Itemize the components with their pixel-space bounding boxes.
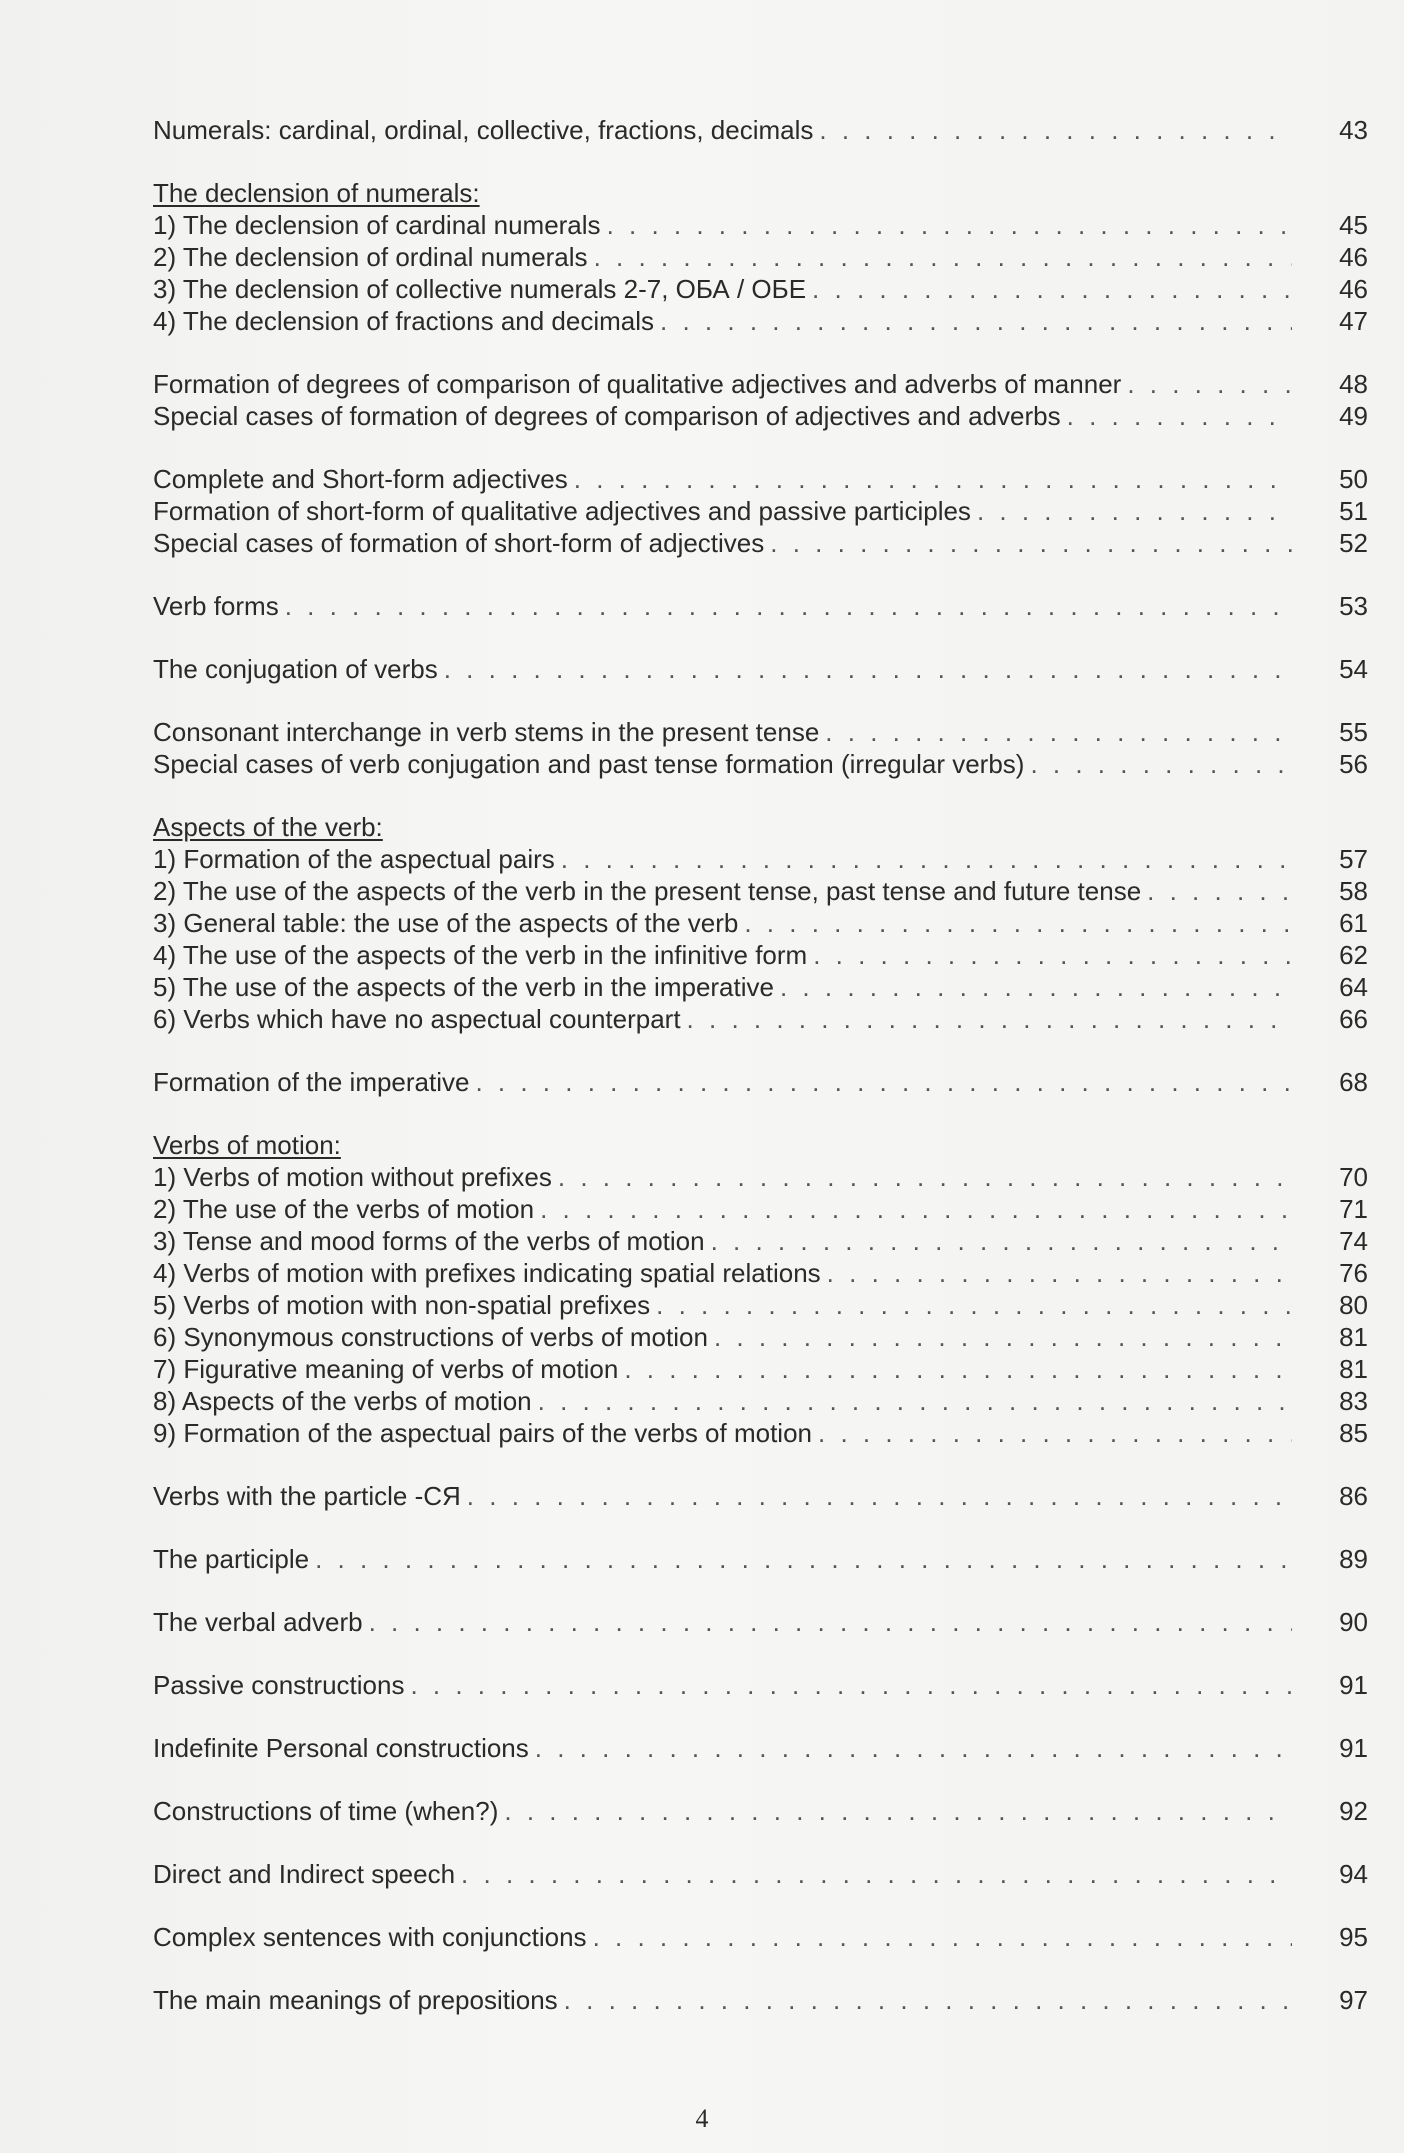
- toc-entry-title: Verb forms: [153, 591, 279, 621]
- toc-entry-title: 6) Synonymous constructions of verbs of motion: [153, 1322, 708, 1352]
- toc-entry-title: Formation of short-form of qualitative adjectives and passive participles: [153, 496, 971, 526]
- toc-entry-title: 3) The declension of collective numerals 2-7, ОБА / ОБЕ: [153, 274, 807, 304]
- toc-section-heading: The declension of numerals:: [153, 178, 480, 208]
- toc-entry-title: 3) General table: the use of the aspects of the verb: [153, 908, 739, 938]
- toc-entry-page: 97: [1339, 1985, 1368, 2015]
- toc-entry: [153, 1385, 1368, 1417]
- toc-entry-page: 49: [1339, 401, 1368, 431]
- toc-entry-title: 1) Verbs of motion without prefixes: [153, 1162, 552, 1192]
- toc-entry-page: 95: [1339, 1922, 1368, 1952]
- dot-leader: [1030, 748, 1292, 780]
- toc-entry-title: Complete and Short-form adjectives: [153, 464, 568, 494]
- toc-entry: [153, 463, 1368, 495]
- toc-entry-page: 90: [1339, 1607, 1368, 1637]
- dot-leader: [656, 1289, 1292, 1321]
- toc-section: [153, 653, 1368, 685]
- toc-entry-page: 71: [1339, 1194, 1368, 1224]
- dot-leader: [780, 971, 1292, 1003]
- toc-entry: [153, 1858, 1368, 1890]
- dot-leader: [558, 1161, 1292, 1193]
- toc-entry-page: 57: [1339, 844, 1368, 874]
- toc-entry-title: Constructions of time (when?): [153, 1796, 499, 1826]
- toc-entry-title: Consonant interchange in verb stems in the present tense: [153, 717, 820, 747]
- toc-section: [153, 1858, 1368, 1890]
- toc-entry-page: 48: [1339, 369, 1368, 399]
- toc-entry-page: 89: [1339, 1544, 1368, 1574]
- toc-entry: [153, 495, 1368, 527]
- toc-entry: [153, 653, 1368, 685]
- toc-entry-page: 66: [1339, 1004, 1368, 1034]
- toc-entry: [153, 1257, 1368, 1289]
- toc-entry: [153, 1193, 1368, 1225]
- toc-section-heading: Verbs of motion:: [153, 1130, 341, 1160]
- toc-entry-page: 46: [1339, 242, 1368, 272]
- dot-leader: [574, 463, 1292, 495]
- toc-section: [153, 1129, 1368, 1449]
- toc-entry: [153, 114, 1368, 146]
- toc-entry: [153, 527, 1368, 559]
- toc-section: [153, 1984, 1368, 2016]
- toc-section: [153, 716, 1368, 780]
- toc-section: [153, 114, 1368, 146]
- toc-entry-page: 91: [1339, 1670, 1368, 1700]
- toc-entry: [153, 1795, 1368, 1827]
- toc-entry: [153, 843, 1368, 875]
- toc-entry-title: Indefinite Personal constructions: [153, 1733, 529, 1763]
- toc-entry-page: 91: [1339, 1733, 1368, 1763]
- dot-leader: [504, 1795, 1292, 1827]
- toc-entry: [153, 1353, 1368, 1385]
- dot-leader: [770, 527, 1292, 559]
- toc-section: [153, 1795, 1368, 1827]
- toc-entry: [153, 368, 1368, 400]
- toc-entry: [153, 241, 1368, 273]
- toc-entry-title: Passive constructions: [153, 1670, 405, 1700]
- dot-leader: [285, 590, 1292, 622]
- toc-entry-page: 76: [1339, 1258, 1368, 1288]
- toc-section: [153, 177, 1368, 337]
- toc-entry-title: 1) Formation of the aspectual pairs: [153, 844, 555, 874]
- toc-entry-page: 54: [1339, 654, 1368, 684]
- toc-entry-page: 58: [1339, 876, 1368, 906]
- dot-leader: [819, 114, 1292, 146]
- dot-leader: [467, 1480, 1292, 1512]
- toc-section: [153, 1921, 1368, 1953]
- toc-entry: [153, 1669, 1368, 1701]
- toc-entry: [153, 1984, 1368, 2016]
- dot-leader: [315, 1543, 1292, 1575]
- page-number: 4: [695, 2104, 709, 2133]
- dot-leader: [827, 1257, 1292, 1289]
- dot-leader: [594, 241, 1292, 273]
- toc-entry-page: 81: [1339, 1354, 1368, 1384]
- toc-entry-page: 46: [1339, 274, 1368, 304]
- toc-section: [153, 1732, 1368, 1764]
- dot-leader: [593, 1921, 1292, 1953]
- toc-entry-title: Direct and Indirect speech: [153, 1859, 456, 1889]
- toc-section: [153, 1669, 1368, 1701]
- toc-entry-title: The main meanings of prepositions: [153, 1985, 558, 2015]
- dot-leader: [369, 1606, 1292, 1638]
- toc-entry-title: 5) The use of the aspects of the verb in the imperative: [153, 972, 774, 1002]
- toc-section: [153, 590, 1368, 622]
- toc-entry-title: 8) Aspects of the verbs of motion: [153, 1386, 532, 1416]
- toc-entry-title: 4) The use of the aspects of the verb in the infinitive form: [153, 940, 808, 970]
- toc-entry: [153, 1066, 1368, 1098]
- dot-leader: [607, 209, 1292, 241]
- toc-entry-page: 61: [1339, 908, 1368, 938]
- toc-entry-title: Special cases of formation of short-form of adjectives: [153, 528, 765, 558]
- toc-entry: [153, 907, 1368, 939]
- toc-entry-page: 74: [1339, 1226, 1368, 1256]
- toc-entry-page: 53: [1339, 591, 1368, 621]
- toc-section-heading: Aspects of the verb:: [153, 812, 383, 842]
- toc-entry: [153, 1732, 1368, 1764]
- toc-entry-page: 94: [1339, 1859, 1368, 1889]
- toc-entry-page: 68: [1339, 1067, 1368, 1097]
- dot-leader: [714, 1321, 1292, 1353]
- toc-entry-page: 81: [1339, 1322, 1368, 1352]
- dot-leader: [624, 1353, 1292, 1385]
- toc-entry-page: 43: [1339, 115, 1368, 145]
- toc-entry: [153, 400, 1368, 432]
- toc-entry: [153, 1543, 1368, 1575]
- toc-entry: [153, 971, 1368, 1003]
- toc-section: [153, 811, 1368, 1035]
- dot-leader: [1067, 400, 1292, 432]
- toc-entry-title: 4) Verbs of motion with prefixes indicating spatial relations: [153, 1258, 821, 1288]
- dot-leader: [561, 843, 1292, 875]
- toc-entry: [153, 305, 1368, 337]
- toc-section: [153, 1480, 1368, 1512]
- toc-entry-page: 83: [1339, 1386, 1368, 1416]
- toc-entry-page: 55: [1339, 717, 1368, 747]
- toc-entry-title: Special cases of verb conjugation and past tense formation (irregular verbs): [153, 749, 1025, 779]
- toc-entry: [153, 209, 1368, 241]
- toc-entry: [153, 1921, 1368, 1953]
- dot-leader: [744, 907, 1292, 939]
- toc-entry-title: The verbal adverb: [153, 1607, 363, 1637]
- toc-entry-title: 3) Tense and mood forms of the verbs of motion: [153, 1226, 705, 1256]
- toc-entry: [153, 1606, 1368, 1638]
- dot-leader: [812, 273, 1292, 305]
- toc-entry: [153, 716, 1368, 748]
- toc-entry-page: 52: [1339, 528, 1368, 558]
- toc-section: [153, 368, 1368, 432]
- toc-entry-title: 7) Figurative meaning of verbs of motion: [153, 1354, 619, 1384]
- dot-leader: [540, 1193, 1292, 1225]
- toc-entry: [153, 748, 1368, 780]
- dot-leader: [475, 1066, 1292, 1098]
- toc-entry-title: Numerals: cardinal, ordinal, collective, fractions, decimals: [153, 115, 814, 145]
- toc-entry: [153, 1417, 1368, 1449]
- toc-entry-page: 51: [1339, 496, 1368, 526]
- toc-entry-page: 80: [1339, 1290, 1368, 1320]
- toc-entry: [153, 939, 1368, 971]
- dot-leader: [818, 1417, 1292, 1449]
- toc-entry: [153, 1161, 1368, 1193]
- toc-entry-page: 85: [1339, 1418, 1368, 1448]
- toc-entry-title: Special cases of formation of degrees of comparison of adjectives and adverbs: [153, 401, 1061, 431]
- toc-entry-page: 92: [1339, 1796, 1368, 1826]
- toc-section: [153, 1066, 1368, 1098]
- toc-entry: [153, 1480, 1368, 1512]
- dot-leader: [813, 939, 1292, 971]
- toc-entry-title: Formation of the imperative: [153, 1067, 470, 1097]
- toc-entry-title: 2) The declension of ordinal numerals: [153, 242, 588, 272]
- toc-entry-title: The conjugation of verbs: [153, 654, 438, 684]
- toc-entry: [153, 1321, 1368, 1353]
- toc-entry-page: 64: [1339, 972, 1368, 1002]
- dot-leader: [660, 305, 1292, 337]
- toc-entry-title: 4) The declension of fractions and decimals: [153, 306, 655, 336]
- toc-entry-page: 70: [1339, 1162, 1368, 1192]
- toc-entry-page: 50: [1339, 464, 1368, 494]
- toc-entry: [153, 875, 1368, 907]
- toc-entry-title: 1) The declension of cardinal numerals: [153, 210, 601, 240]
- toc-entry: [153, 1003, 1368, 1035]
- toc-entry-title: Verbs with the particle -СЯ: [153, 1481, 461, 1511]
- toc-entry-title: Formation of degrees of comparison of qualitative adjectives and adverbs of manner: [153, 369, 1122, 399]
- dot-leader: [444, 653, 1292, 685]
- toc-entry-title: 2) The use of the verbs of motion: [153, 1194, 535, 1224]
- dot-leader: [1147, 875, 1292, 907]
- toc-entry-page: 86: [1339, 1481, 1368, 1511]
- toc-entry-page: 56: [1339, 749, 1368, 779]
- toc-entry-page: 45: [1339, 210, 1368, 240]
- toc-entry: [153, 273, 1368, 305]
- toc-section: [153, 1543, 1368, 1575]
- toc-entry-title: The participle: [153, 1544, 310, 1574]
- toc-entry-page: 62: [1339, 940, 1368, 970]
- toc-entry-title: 2) The use of the aspects of the verb in the present tense, past tense and future tense: [153, 876, 1142, 906]
- dot-leader: [535, 1732, 1292, 1764]
- dot-leader: [687, 1003, 1292, 1035]
- toc-entry-page: 47: [1339, 306, 1368, 336]
- toc-entry: [153, 1289, 1368, 1321]
- toc-entry-title: Complex sentences with conjunctions: [153, 1922, 587, 1952]
- dot-leader: [410, 1669, 1292, 1701]
- table-of-contents: [153, 114, 1368, 2047]
- toc-entry: [153, 1225, 1368, 1257]
- toc-entry-title: 5) Verbs of motion with non-spatial prefixes: [153, 1290, 651, 1320]
- dot-leader: [977, 495, 1292, 527]
- dot-leader: [711, 1225, 1292, 1257]
- dot-leader: [538, 1385, 1292, 1417]
- dot-leader: [1127, 368, 1292, 400]
- toc-entry-title: 6) Verbs which have no aspectual counterpart: [153, 1004, 681, 1034]
- dot-leader: [825, 716, 1292, 748]
- toc-entry-title: 9) Formation of the aspectual pairs of the verbs of motion: [153, 1418, 813, 1448]
- dot-leader: [461, 1858, 1292, 1890]
- toc-entry: [153, 590, 1368, 622]
- dot-leader: [564, 1984, 1292, 2016]
- toc-section: [153, 463, 1368, 559]
- toc-section: [153, 1606, 1368, 1638]
